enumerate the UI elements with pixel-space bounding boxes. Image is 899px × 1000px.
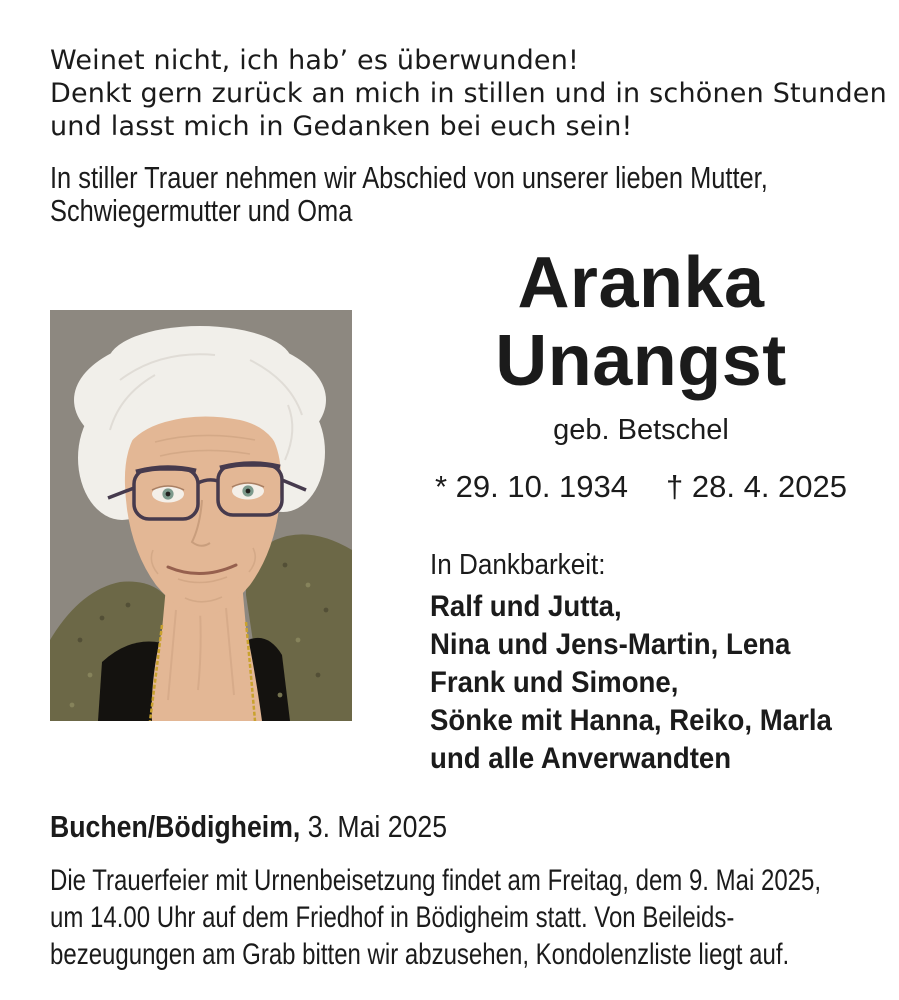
deceased-block — [425, 244, 857, 504]
portrait-photo — [50, 310, 352, 721]
life-dates — [425, 470, 857, 504]
intro-text: In stiller Trauer nehmen wir Abschied von unserer lieben Mutter, Schwiegermutter und Oma — [50, 160, 768, 228]
thanks-label: In Dankbarkeit: — [430, 549, 606, 581]
funeral-notice: Die Trauerfeier mit Urnenbeisetzung findet am Freitag, dem 9. Mai 2025, um 14.00 Uhr auf dem Friedhof in Bödigheim statt. Von Beileids- bezeugungen am Grab bitten wir abzusehen, Kondolenzliste liegt auf. — [50, 864, 822, 971]
maiden-name: geb. Betschel — [553, 414, 729, 446]
memorial-verse: Weinet nicht, ich hab’ es überwunden! Denkt gern zurück an mich in stillen und in schönen Stunden und lasst mich in Gedanken bei euch sein! — [50, 45, 887, 142]
place-name: Buchen/Bödigheim, — [50, 809, 301, 844]
mourners-list: Ralf und Jutta, Nina und Jens-Martin, Lena Frank und Simone, Sönke mit Hanna, Reiko, Marla und alle Anverwandten — [430, 590, 832, 775]
birth-date: * 29. 10. 1934 — [434, 469, 629, 504]
publication-date: 3. Mai 2025 — [307, 809, 448, 844]
deceased-name: Aranka Unangst — [495, 243, 787, 401]
place-date-line — [50, 810, 447, 844]
portrait-illustration — [50, 310, 352, 721]
death-date: † 28. 4. 2025 — [666, 469, 848, 504]
